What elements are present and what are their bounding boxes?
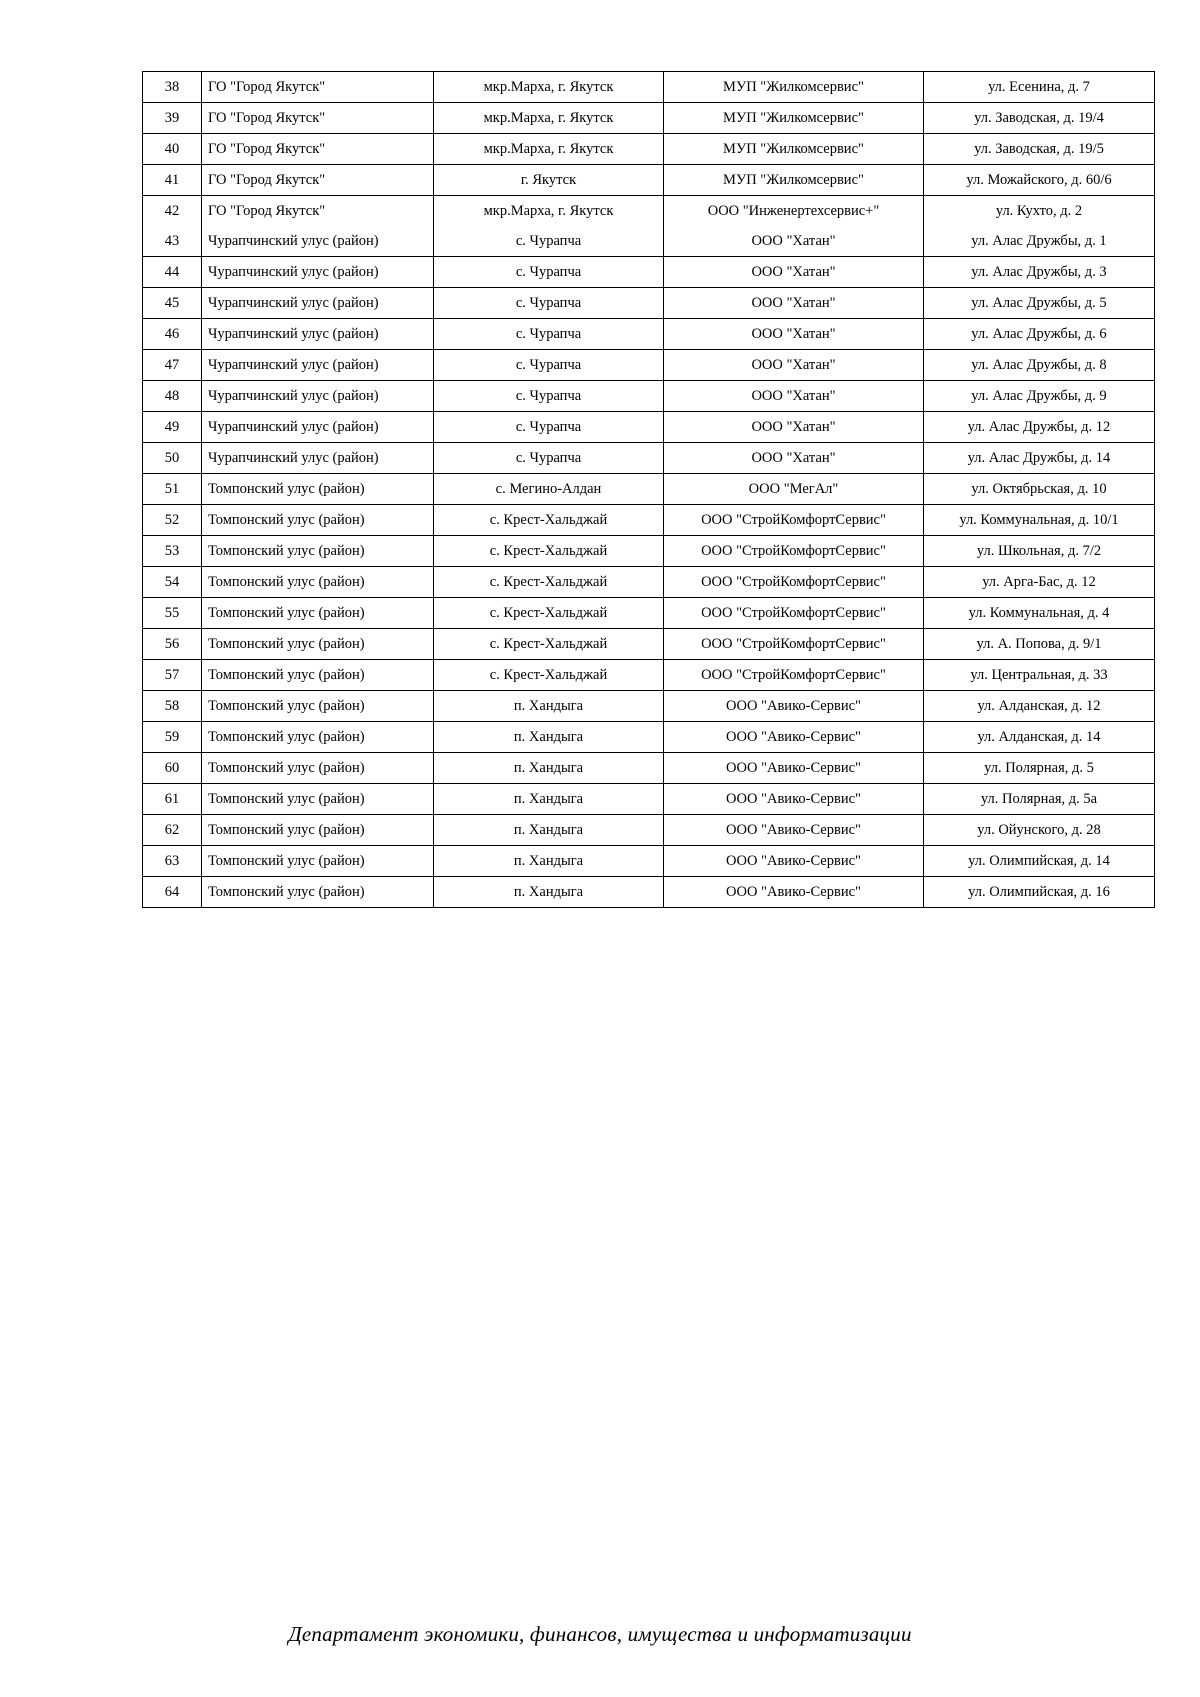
district-cell: Чурапчинский улус (район): [202, 350, 434, 381]
address-cell: ул. Алас Дружбы, д. 5: [924, 288, 1155, 319]
district-cell: Чурапчинский улус (район): [202, 412, 434, 443]
table-row: [143, 660, 1155, 691]
locality-cell: с. Чурапча: [434, 257, 664, 288]
table-row: [143, 846, 1155, 877]
locality-cell: п. Хандыга: [434, 846, 664, 877]
district-cell: Чурапчинский улус (район): [202, 226, 434, 257]
locality-cell: с. Крест-Хальджай: [434, 505, 664, 536]
table-row: [143, 72, 1155, 103]
locality-cell: мкр.Марха, г. Якутск: [434, 196, 664, 227]
row-number: 44: [143, 257, 202, 288]
organization-cell: ООО "Авико-Сервис": [664, 753, 924, 784]
address-cell: ул. Полярная, д. 5: [924, 753, 1155, 784]
address-cell: ул. Центральная, д. 33: [924, 660, 1155, 691]
row-number: 60: [143, 753, 202, 784]
district-cell: ГО "Город Якутск": [202, 72, 434, 103]
row-number: 47: [143, 350, 202, 381]
organization-cell: ООО "Хатан": [664, 226, 924, 257]
district-cell: Томпонский улус (район): [202, 753, 434, 784]
organization-cell: ООО "СтройКомфортСервис": [664, 660, 924, 691]
address-cell: ул. Школьная, д. 7/2: [924, 536, 1155, 567]
address-cell: ул. Коммунальная, д. 10/1: [924, 505, 1155, 536]
address-cell: ул. Заводская, д. 19/5: [924, 134, 1155, 165]
district-cell: Томпонский улус (район): [202, 536, 434, 567]
address-cell: ул. Есенина, д. 7: [924, 72, 1155, 103]
district-cell: ГО "Город Якутск": [202, 165, 434, 196]
address-cell: ул. Алас Дружбы, д. 1: [924, 226, 1155, 257]
locality-cell: с. Чурапча: [434, 226, 664, 257]
row-number: 42: [143, 196, 202, 227]
locality-cell: мкр.Марха, г. Якутск: [434, 72, 664, 103]
locality-cell: с. Мегино-Алдан: [434, 474, 664, 505]
address-cell: ул. Олимпийская, д. 14: [924, 846, 1155, 877]
organization-cell: ООО "СтройКомфортСервис": [664, 598, 924, 629]
address-cell: ул. Полярная, д. 5а: [924, 784, 1155, 815]
district-cell: Чурапчинский улус (район): [202, 288, 434, 319]
table-row: [143, 784, 1155, 815]
district-cell: Томпонский улус (район): [202, 567, 434, 598]
table-row: [143, 134, 1155, 165]
row-number: 62: [143, 815, 202, 846]
row-number: 48: [143, 381, 202, 412]
organization-cell: ООО "СтройКомфортСервис": [664, 536, 924, 567]
locality-cell: с. Чурапча: [434, 443, 664, 474]
district-cell: Чурапчинский улус (район): [202, 257, 434, 288]
locality-cell: п. Хандыга: [434, 753, 664, 784]
address-cell: ул. Октябрьская, д. 10: [924, 474, 1155, 505]
locality-cell: с. Чурапча: [434, 350, 664, 381]
district-cell: Томпонский улус (район): [202, 691, 434, 722]
organization-cell: ООО "СтройКомфортСервис": [664, 567, 924, 598]
table-row: [143, 288, 1155, 319]
address-cell: ул. А. Попова, д. 9/1: [924, 629, 1155, 660]
address-cell: ул. Арга-Бас, д. 12: [924, 567, 1155, 598]
locality-cell: п. Хандыга: [434, 784, 664, 815]
row-number: 54: [143, 567, 202, 598]
row-number: 38: [143, 72, 202, 103]
address-cell: ул. Алас Дружбы, д. 12: [924, 412, 1155, 443]
address-cell: ул. Заводская, д. 19/4: [924, 103, 1155, 134]
locality-cell: г. Якутск: [434, 165, 664, 196]
row-number: 63: [143, 846, 202, 877]
district-cell: Томпонский улус (район): [202, 660, 434, 691]
district-cell: Томпонский улус (район): [202, 846, 434, 877]
organization-cell: ООО "Хатан": [664, 412, 924, 443]
district-cell: Томпонский улус (район): [202, 474, 434, 505]
table-row: [143, 877, 1155, 908]
locality-cell: п. Хандыга: [434, 722, 664, 753]
table-row: [143, 567, 1155, 598]
locality-cell: мкр.Марха, г. Якутск: [434, 103, 664, 134]
organization-cell: МУП "Жилкомсервис": [664, 134, 924, 165]
address-cell: ул. Олимпийская, д. 16: [924, 877, 1155, 908]
locality-cell: с. Чурапча: [434, 319, 664, 350]
row-number: 45: [143, 288, 202, 319]
table-row: [143, 536, 1155, 567]
row-number: 51: [143, 474, 202, 505]
organization-cell: ООО "Авико-Сервис": [664, 815, 924, 846]
district-cell: Томпонский улус (район): [202, 877, 434, 908]
table-row: [143, 165, 1155, 196]
address-cell: ул. Алас Дружбы, д. 8: [924, 350, 1155, 381]
table-row: [143, 196, 1155, 227]
organization-cell: ООО "СтройКомфортСервис": [664, 505, 924, 536]
district-cell: Томпонский улус (район): [202, 722, 434, 753]
organization-cell: ООО "Хатан": [664, 288, 924, 319]
locality-cell: с. Крест-Хальджай: [434, 567, 664, 598]
district-cell: Томпонский улус (район): [202, 505, 434, 536]
organization-cell: ООО "Хатан": [664, 381, 924, 412]
table-row: [143, 722, 1155, 753]
row-number: 61: [143, 784, 202, 815]
district-cell: Томпонский улус (район): [202, 629, 434, 660]
organization-cell: МУП "Жилкомсервис": [664, 165, 924, 196]
organization-cell: ООО "Хатан": [664, 319, 924, 350]
row-number: 41: [143, 165, 202, 196]
table-row: [143, 350, 1155, 381]
organization-cell: ООО "СтройКомфортСервис": [664, 629, 924, 660]
row-number: 39: [143, 103, 202, 134]
table-row: [143, 412, 1155, 443]
organization-cell: ООО "Инженертехсервис+": [664, 196, 924, 227]
row-number: 50: [143, 443, 202, 474]
district-cell: Томпонский улус (район): [202, 815, 434, 846]
table-row: [143, 505, 1155, 536]
locality-cell: с. Крест-Хальджай: [434, 629, 664, 660]
organization-cell: МУП "Жилкомсервис": [664, 72, 924, 103]
locality-cell: п. Хандыга: [434, 877, 664, 908]
row-number: 40: [143, 134, 202, 165]
organization-cell: МУП "Жилкомсервис": [664, 103, 924, 134]
table-row: [143, 474, 1155, 505]
address-cell: ул. Алас Дружбы, д. 6: [924, 319, 1155, 350]
row-number: 58: [143, 691, 202, 722]
table-row: [143, 381, 1155, 412]
address-cell: ул. Алас Дружбы, д. 3: [924, 257, 1155, 288]
address-cell: ул. Алас Дружбы, д. 9: [924, 381, 1155, 412]
address-cell: ул. Коммунальная, д. 4: [924, 598, 1155, 629]
organization-cell: ООО "Авико-Сервис": [664, 877, 924, 908]
table-row: [143, 319, 1155, 350]
table-row: [143, 103, 1155, 134]
row-number: 59: [143, 722, 202, 753]
address-cell: ул. Можайского, д. 60/6: [924, 165, 1155, 196]
district-cell: Чурапчинский улус (район): [202, 319, 434, 350]
organization-cell: ООО "Авико-Сервис": [664, 846, 924, 877]
row-number: 43: [143, 226, 202, 257]
table-row: [143, 629, 1155, 660]
locality-cell: с. Крест-Хальджай: [434, 536, 664, 567]
locality-cell: с. Чурапча: [434, 412, 664, 443]
district-cell: Чурапчинский улус (район): [202, 381, 434, 412]
table-row: [143, 226, 1155, 257]
locality-cell: с. Чурапча: [434, 381, 664, 412]
district-cell: Томпонский улус (район): [202, 598, 434, 629]
district-cell: Томпонский улус (район): [202, 784, 434, 815]
row-number: 53: [143, 536, 202, 567]
row-number: 57: [143, 660, 202, 691]
organization-cell: ООО "Авико-Сервис": [664, 784, 924, 815]
department-footer: Департамент экономики, финансов, имущества и информатизации: [288, 1622, 912, 1646]
address-cell: ул. Алданская, д. 14: [924, 722, 1155, 753]
row-number: 46: [143, 319, 202, 350]
housing-registry-table: [142, 71, 1155, 908]
locality-cell: с. Крест-Хальджай: [434, 660, 664, 691]
table-row: [143, 257, 1155, 288]
table-row: [143, 815, 1155, 846]
address-cell: ул. Алас Дружбы, д. 14: [924, 443, 1155, 474]
table-row: [143, 443, 1155, 474]
locality-cell: п. Хандыга: [434, 691, 664, 722]
organization-cell: ООО "МегАл": [664, 474, 924, 505]
locality-cell: с. Чурапча: [434, 288, 664, 319]
row-number: 55: [143, 598, 202, 629]
table-row: [143, 691, 1155, 722]
district-cell: ГО "Город Якутск": [202, 134, 434, 165]
district-cell: ГО "Город Якутск": [202, 196, 434, 227]
locality-cell: с. Крест-Хальджай: [434, 598, 664, 629]
table-row: [143, 753, 1155, 784]
row-number: 64: [143, 877, 202, 908]
organization-cell: ООО "Авико-Сервис": [664, 722, 924, 753]
address-cell: ул. Ойунского, д. 28: [924, 815, 1155, 846]
organization-cell: ООО "Хатан": [664, 443, 924, 474]
table-body: [143, 72, 1155, 908]
organization-cell: ООО "Авико-Сервис": [664, 691, 924, 722]
organization-cell: ООО "Хатан": [664, 257, 924, 288]
district-cell: ГО "Город Якутск": [202, 103, 434, 134]
locality-cell: п. Хандыга: [434, 815, 664, 846]
locality-cell: мкр.Марха, г. Якутск: [434, 134, 664, 165]
address-cell: ул. Кухто, д. 2: [924, 196, 1155, 227]
row-number: 49: [143, 412, 202, 443]
district-cell: Чурапчинский улус (район): [202, 443, 434, 474]
row-number: 52: [143, 505, 202, 536]
row-number: 56: [143, 629, 202, 660]
organization-cell: ООО "Хатан": [664, 350, 924, 381]
address-cell: ул. Алданская, д. 12: [924, 691, 1155, 722]
table-row: [143, 598, 1155, 629]
